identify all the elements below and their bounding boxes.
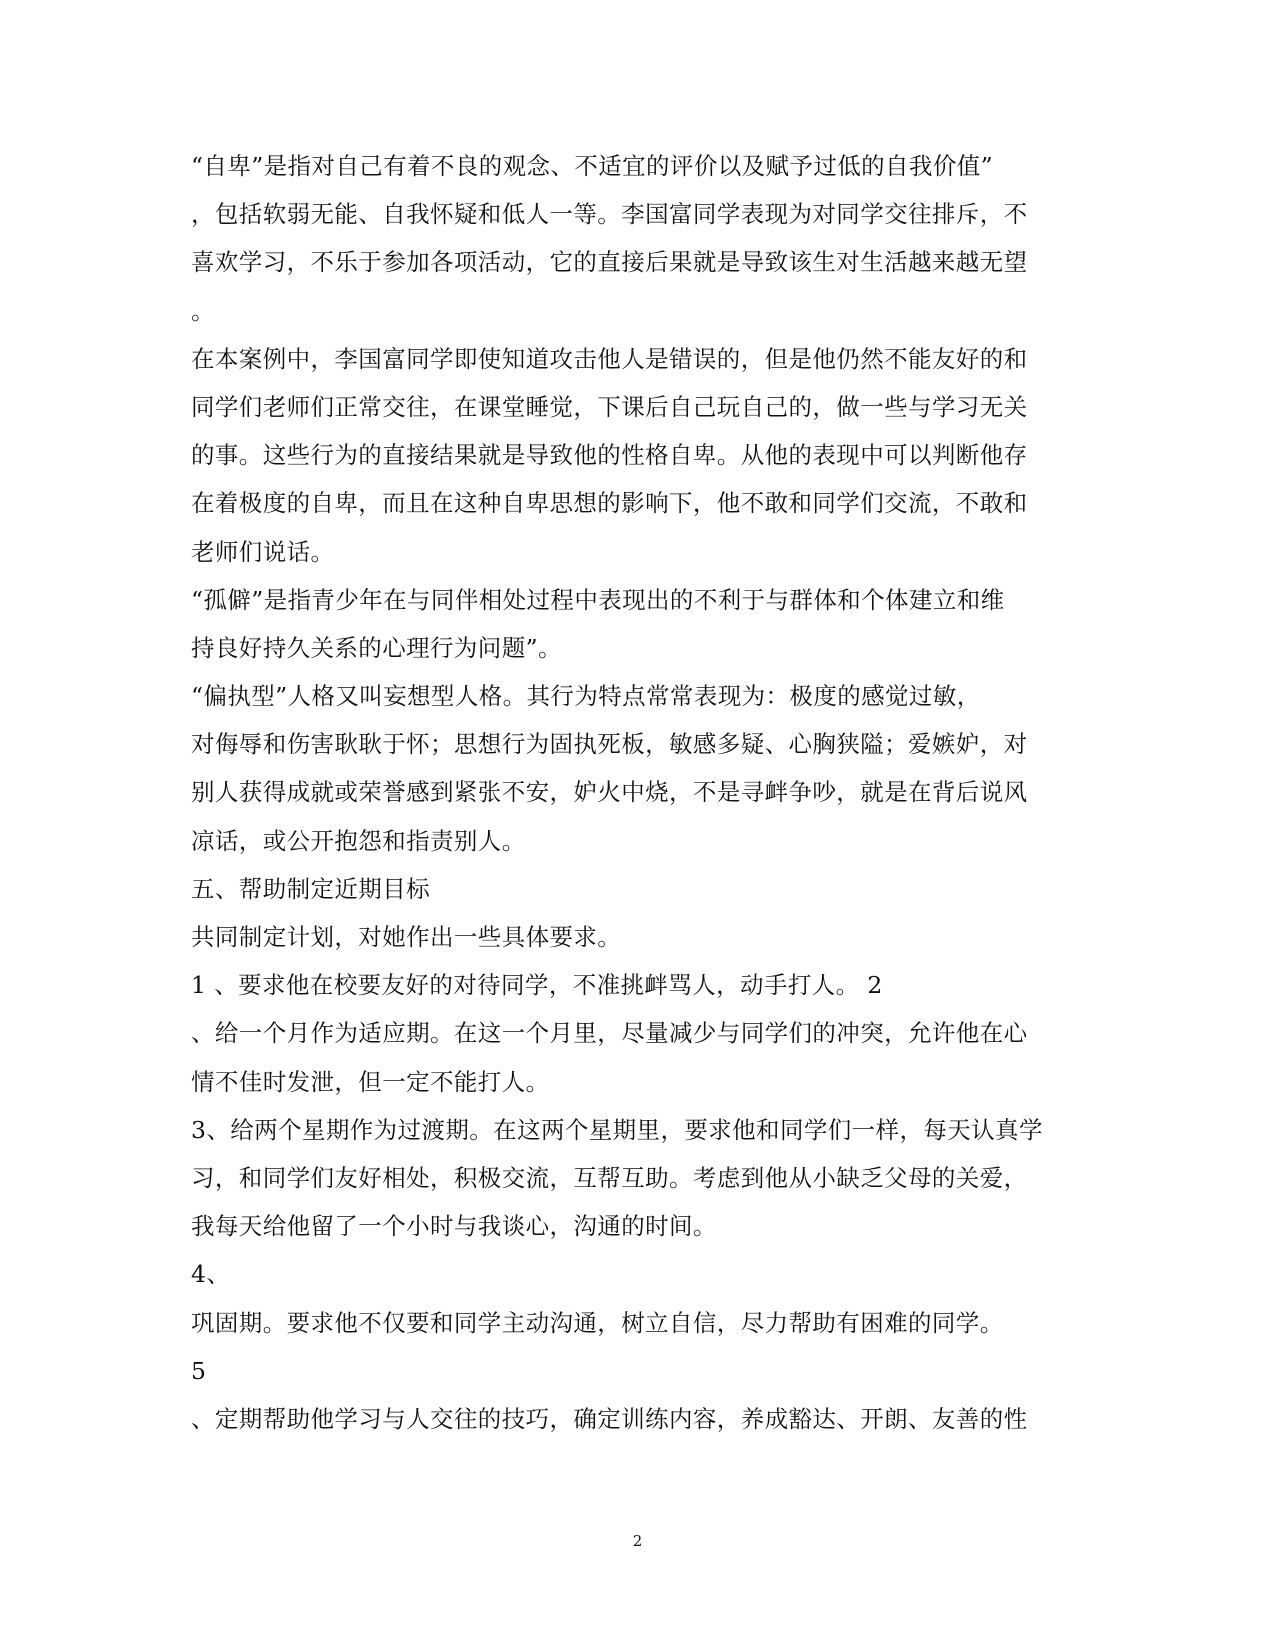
text-line: 5 [191, 1356, 207, 1385]
page-number: 2 [632, 1532, 643, 1550]
text-line: 喜欢学习，不乐于参加各项活动，它的直接后果就是导致该生对生活越来越无望 [191, 248, 1028, 277]
text-line: 在着极度的自卑，而且在这种自卑思想的影响下，他不敢和同学们交流，不敢和 [191, 489, 1028, 518]
text-line: 老师们说话。 [191, 537, 335, 566]
body-text [191, 154, 1091, 1455]
text-line: “自卑”是指对自己有着不良的观念、不适宜的评价以及赋予过低的自我价值” [191, 152, 994, 180]
text-line: 情不佳时发泄，但一定不能打人。 [191, 1067, 550, 1096]
section-heading: 五、帮助制定近期目标 [191, 874, 430, 903]
text-line: 凉话，或公开抱怨和指责别人。 [191, 826, 526, 855]
text-line: 1 、要求他在校要友好的对待同学，不准挑衅骂人，动手打人。 2 [191, 971, 883, 1000]
text-line: 巩固期。要求他不仅要和同学主动沟通，树立自信，尽力帮助有困难的同学。 [191, 1308, 1004, 1337]
text-line: 我每天给他留了一个小时与我谈心，沟通的时间。 [191, 1212, 717, 1241]
text-line: 的事。这些行为的直接结果就是导致他的性格自卑。从他的表现中可以判断他存 [191, 441, 1028, 470]
text-line: 、给一个月作为适应期。在这一个月里，尽量减少与同学们的冲突，允许他在心 [191, 1019, 1028, 1048]
text-line: “孤僻”是指青少年在与同伴相处过程中表现出的不利于与群体和个体建立和维 [191, 585, 1005, 614]
text-line: 4、 [191, 1260, 231, 1289]
text-line: 、定期帮助他学习与人交往的技巧，确定训练内容，养成豁达、开朗、友善的性 [191, 1404, 1028, 1433]
text-line: 对侮辱和伤害耿耿于怀；思想行为固执死板，敏感多疑、心胸狭隘；爱嫉妒，对 [191, 730, 1028, 759]
text-line: 共同制定计划，对她作出一些具体要求。 [191, 923, 622, 951]
text-line: ，包括软弱无能、自我怀疑和低人一等。李国富同学表现为对同学交往排斥，不 [191, 200, 1028, 229]
text-line: 习，和同学们友好相处，积极交流，互帮互助。考虑到他从小缺乏父母的关爱， [191, 1163, 1028, 1192]
text-line: 持良好持久关系的心理行为问题”。 [191, 633, 562, 662]
text-line: 同学们老师们正常交往，在课堂睡觉，下课后自己玩自己的，做一些与学习无关 [191, 392, 1028, 421]
text-line: “偏执型”人格又叫妄想型人格。其行为特点常常表现为：极度的感觉过敏， [191, 682, 981, 711]
text-line: 在本案例中，李国富同学即使知道攻击他人是错误的，但是他仍然不能友好的和 [191, 344, 1028, 373]
text-line: 。 [191, 296, 215, 325]
text-line: 别人获得成就或荣誉感到紧张不安，妒火中烧，不是寻衅争吵，就是在背后说风 [191, 778, 1028, 807]
text-line: 3、给两个星期作为过渡期。在这两个星期里，要求他和同学们一样，每天认真学 [191, 1115, 1043, 1144]
